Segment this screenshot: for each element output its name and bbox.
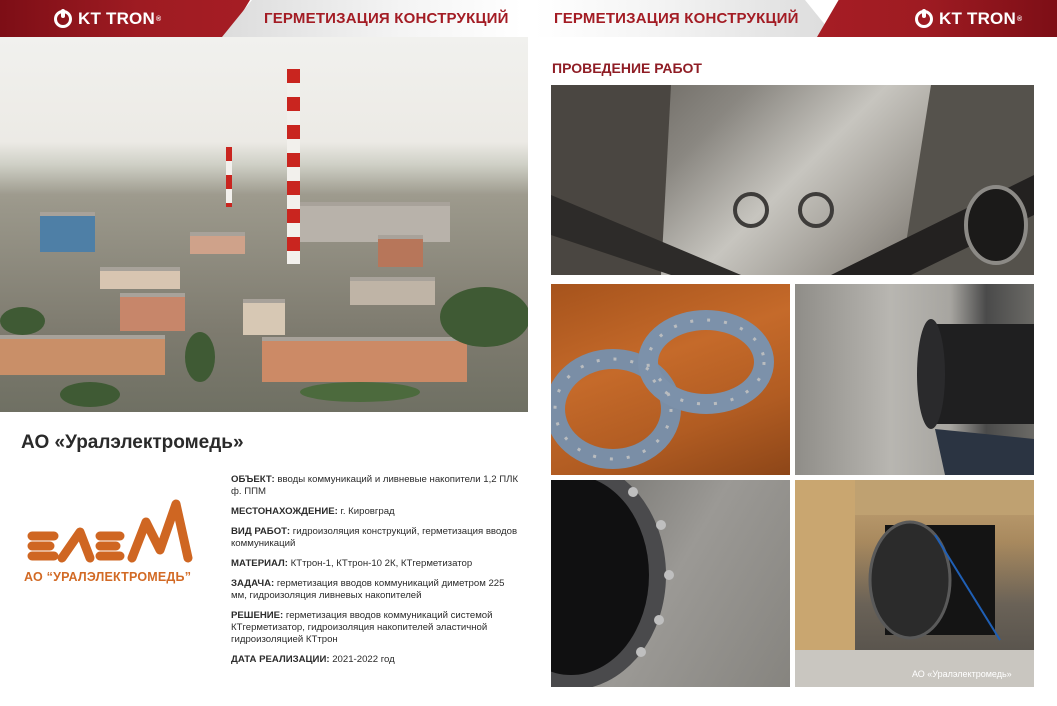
photo-caption: АО «Уралэлектромедь» [912,669,1012,679]
project-details [231,474,521,674]
kt-tron-logo-left [54,8,161,30]
pipe-wall-illustration [795,284,1034,475]
detail-task: ЗАДАЧА: герметизация вводов коммуникаций диметром 225 мм, гидроизоляция ливневых накопителей [231,578,505,601]
tree [60,382,120,407]
building [243,299,285,335]
page-header [0,0,1057,37]
header-title-left: ГЕРМЕТИЗАЦИЯ КОНСТРУКЦИЙ [264,10,509,27]
detail-solution: РЕШЕНИЕ: герметизация вводов коммуникаций системой КТгерметизатор, гидроизоляция накопителей эластичной гидроизоляцией КТтрон [231,610,493,645]
building [300,202,450,242]
factory-aerial-photo [0,37,528,412]
power-ring-icon [54,10,72,28]
chimney-small [226,147,232,207]
detail-date: ДАТА РЕАЛИЗАЦИИ: 2021-2022 год [231,654,395,665]
logo-text: KT TRON [939,9,1016,28]
building [350,277,435,305]
detail-location: МЕСТОНАХОЖДЕНИЕ: г. Кировград [231,506,395,517]
tree [185,332,215,382]
company-title: АО «Уралэлектромедь» [21,432,244,453]
header-title-right: ГЕРМЕТИЗАЦИЯ КОНСТРУКЦИЙ [554,10,799,27]
seal-rings-illustration [551,284,790,475]
building [120,293,185,331]
tree [0,307,45,335]
building [0,335,165,375]
tree [300,382,420,402]
building [378,235,423,267]
building [40,212,95,252]
pipe-installed-illustration [795,480,1034,687]
client-logo-caption: АО “УРАЛЭЛЕКТРОМЕДЬ” [24,570,192,584]
detail-object: ОБЪЕКТ: вводы коммуникаций и ливневые накопители 1,2 ПЛК ф. ППМ [231,474,519,497]
kt-tron-logo-right [915,8,1022,30]
work-photo-flange [551,480,790,687]
works-section-title: ПРОВЕДЕНИЕ РАБОТ [552,60,702,76]
tree [440,287,528,347]
logo-text: KT TRON [78,9,155,28]
work-photo-pit [551,85,1034,275]
detail-material: МАТЕРИАЛ: КТтрон-1, КТтрон-10 2К, КТгерметизатор [231,558,473,569]
flange-illustration [551,480,790,687]
pit-illustration [551,85,1034,275]
registered-mark: ® [1016,15,1023,23]
work-photo-pipe-wall [795,284,1034,475]
power-ring-icon [915,10,933,28]
building [190,232,245,254]
registered-mark: ® [155,15,162,23]
work-photo-seal-rings [551,284,790,475]
building [100,267,180,289]
work-photo-pipe-installed [795,480,1034,687]
detail-work-type: ВИД РАБОТ: гидроизоляция конструкций, герметизация вводов коммуникаций [231,526,518,549]
building [262,337,467,382]
chimney-tall [287,69,300,264]
